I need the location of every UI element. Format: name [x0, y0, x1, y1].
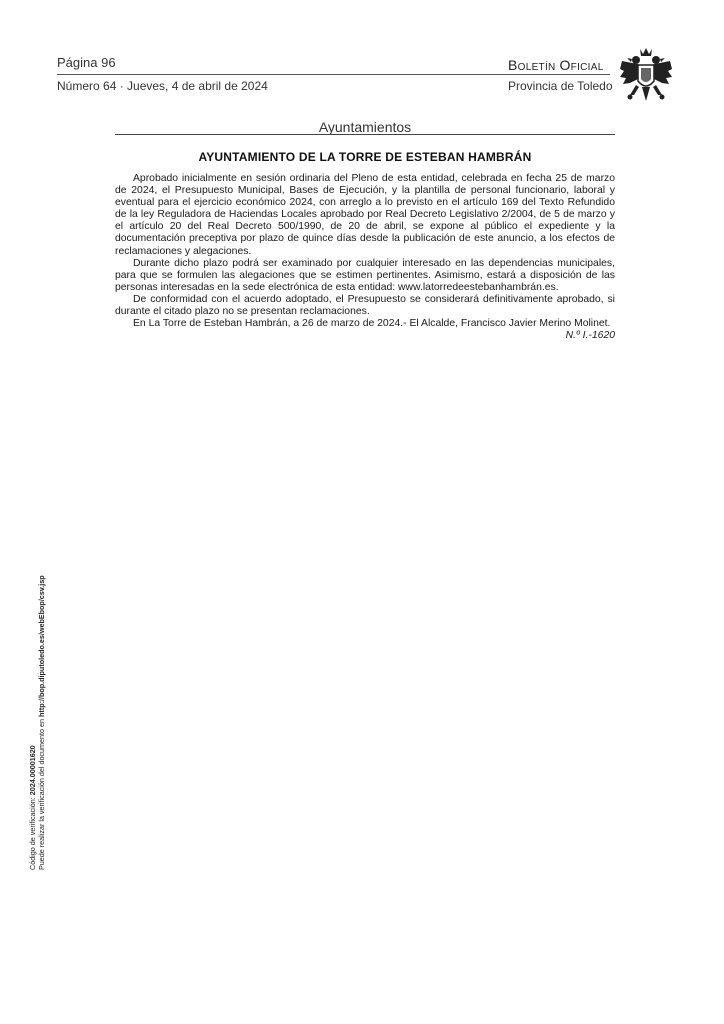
section-header — [115, 119, 615, 137]
issue-date-line: Número 64 · Jueves, 4 de abril de 2024 — [57, 79, 268, 93]
verification-url-line — [37, 530, 46, 870]
section-divider — [115, 134, 615, 135]
verification-url[interactable]: http://bop.diputoledo.es/webEbop/csv.jsp — [37, 575, 46, 717]
paragraph-3: De conformidad con el acuerdo adoptado, el Presupuesto se considerará definitivamente aprobado, si durante el citado plazo no se presentan reclamaciones. — [115, 293, 615, 318]
verification-code: 2024.00001620 — [28, 745, 37, 796]
province-label: Provincia de Toledo — [508, 79, 613, 93]
header-left — [57, 55, 507, 71]
paragraph-1: Aprobado inicialmente en sesión ordinaria del Pleno de esta entidad, celebrada en fecha 25 de marzo de 2024, el Presupuesto Municipal, Bases de Ejecución, y la plantilla de personal funcionario, laboral y eventual para el ejercicio económico 2024, con arreglo a lo previsto en el artículo 169 del Texto Refundido de la ley Reguladora de Haciendas Locales aprobado por Real Decreto Legislativo 2/2004, de 5 de marzo y el artículo 20 del Real Decreto 500/1990, de 20 de abril, se expone al público el expediente y la documentación preceptiva por plazo de quince días desde la publicación de este anuncio, a los efectos de reclamaciones y alegaciones. — [115, 173, 615, 257]
announcement-body — [115, 173, 615, 342]
verification-note — [28, 530, 46, 870]
header-divider — [57, 74, 610, 75]
entity-title: AYUNTAMIENTO DE LA TORRE DE ESTEBAN HAMBRÁN — [198, 150, 532, 164]
reference-number: N.º I.-1620 — [565, 330, 615, 342]
bulletin-title — [508, 57, 604, 73]
bulletin-title-word-1: Boletín — [508, 57, 556, 73]
crest-icon — [618, 47, 674, 107]
page-number: Página 96 — [57, 55, 116, 70]
bulletin-title-word-2: Oficial — [559, 57, 604, 73]
verification-url-label: Puede realizar la verificación del documento en — [37, 716, 46, 870]
paragraph-4: En La Torre de Esteban Hambrán, a 26 de marzo de 2024.- El Alcalde, Francisco Javier Merino Molinet. — [133, 318, 611, 330]
section-title: Ayuntamientos — [318, 119, 412, 135]
paragraph-2: Durante dicho plazo podrá ser examinado por cualquier interesado en las dependencias municipales, para que se formulen las alegaciones que se estimen pertinentes. Asimismo, estará a disposición de las personas interesadas en la sede electrónica de esta entidad: www.latorredeestebanhambrán.es. — [115, 257, 615, 293]
verification-code-line — [28, 530, 37, 870]
verification-code-label: Código de verificación: — [28, 795, 37, 870]
